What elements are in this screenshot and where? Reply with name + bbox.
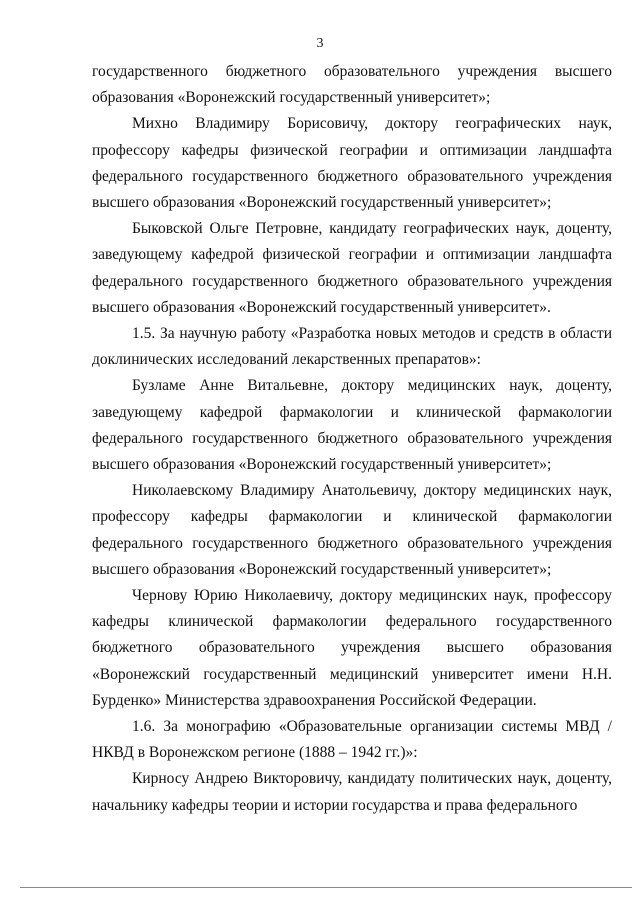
paragraph-kirnos: Кирносу Андрею Викторовичу, кандидату политических наук, доценту, начальнику кафедры теории и истории государства и права федерального: [92, 770, 612, 814]
section-heading-1-5: 1.5. За научную работу «Разработка новых методов и средств в области доклинических исследований лекарственных препаратов»:: [92, 325, 612, 369]
paragraph-nikolaevsky: Николаевскому Владимиру Анатольевичу, доктору медицинских наук, профессору кафедры фармакологии и клинической фармакологии федерального государственного бюджетного образовательного учреждения высшего образования «Воронежский государственный университет»;: [92, 482, 612, 578]
paragraph-university-continuation: государственного бюджетного образовательного учреждения высшего образования «Воронежский государственный университет»;: [92, 63, 612, 107]
paragraph-chernov: Чернову Юрию Николаевичу, доктору медицинских наук, профессору кафедры клинической фармакологии федерального государственного бюджетного образовательного учреждения высшего образования «Воронежский государственный медицинский университет имени Н.Н. Бурденко» Министерства здравоохранения Российской Федерации.: [92, 587, 612, 709]
paragraph-bykovskaya: Быковской Ольге Петровне, кандидату географических наук, доценту, заведующему кафедрой физической географии и оптимизации ландшафта федерального государственного бюджетного образовательного учреждения высшего образования «Воронежский государственный университет».: [92, 220, 612, 316]
document-body: [92, 59, 612, 819]
page-number: 3: [316, 36, 324, 51]
paragraph-buzlama: Бузламе Анне Витальевне, доктору медицинских наук, доценту, заведующему кафедрой фармакологии и клинической фармакологии федерального государственного бюджетного образовательного учреждения высшего образования «Воронежский государственный университет»;: [92, 377, 612, 474]
paragraph-mikhno: Михно Владимиру Борисовичу, доктору географических наук, профессору кафедры физической географии и оптимизации ландшафта федерального государственного бюджетного образовательного учреждения высшего образования «Воронежский государственный университет»;: [92, 115, 612, 212]
section-heading-1-6: 1.6. За монографию «Образовательные организации системы МВД / НКВД в Воронежском регионе (1888 – 1942 гг.)»:: [92, 718, 612, 762]
bottom-divider: [20, 887, 632, 888]
